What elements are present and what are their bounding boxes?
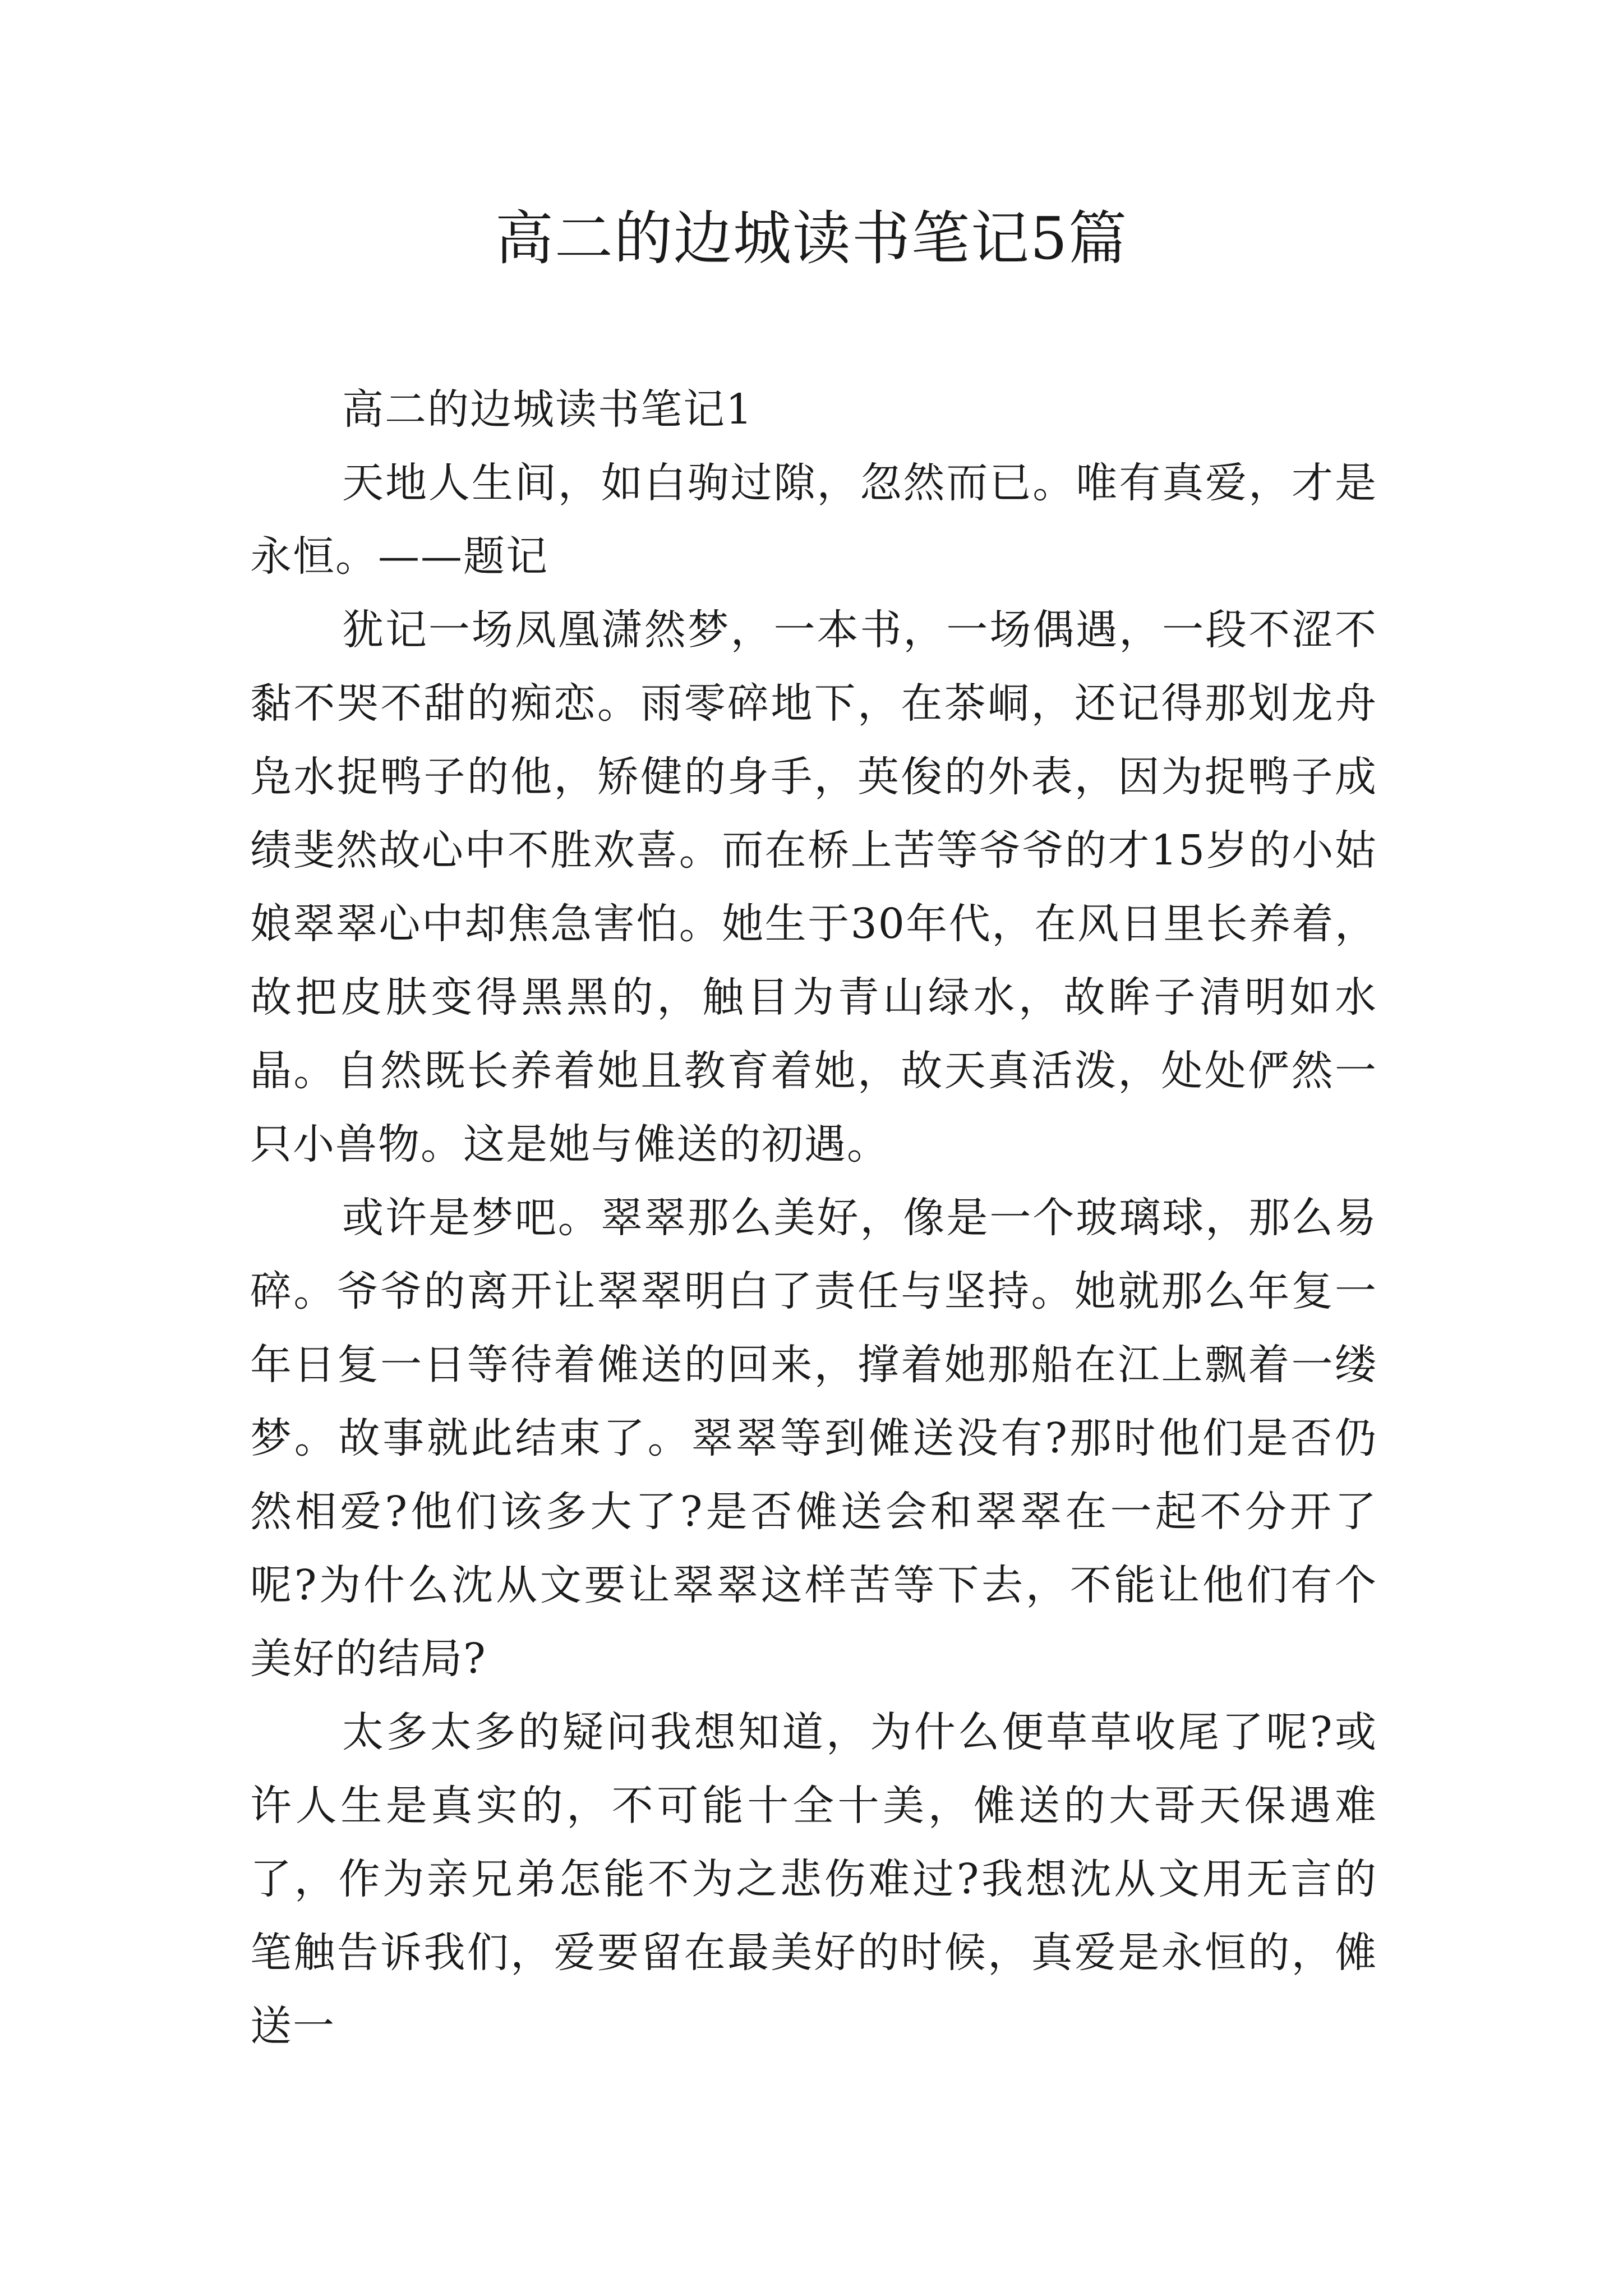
document-title: 高二的边城读书笔记5篇 <box>495 204 1128 273</box>
body-paragraph: 犹记一场凤凰潇然梦，一本书，一场偶遇，一段不涩不黏不哭不甜的痴恋。雨零碎地下，在茶峒，还记得那划龙舟凫水捉鸭子的他，矫健的身手，英俊的外表，因为捉鸭子成绩斐然故心中不胜欢喜。而在桥上苦等爷爷的才15岁的小姑娘翠翠心中却焦急害怕。她生于30年代，在风日里长养着，故把皮肤变得黑黑的，触目为青山绿水，故眸子清明如水晶。自然既长养着她且教育着她，故天真活泼，处处俨然一只小兽物。这是她与傩送的初遇。 <box>250 606 1377 1168</box>
section-heading: 高二的边城读书笔记1 <box>342 385 754 434</box>
body-paragraph: 太多太多的疑问我想知道，为什么便草草收尾了呢?或许人生是真实的，不可能十全十美，傩送的大哥天保遇难了，作为亲兄弟怎能不为之悲伤难过?我想沈从文用无言的笔触告诉我们，爱要留在最美好的时候，真爱是永恒的，傩送一 <box>250 1708 1377 2050</box>
document-body <box>250 373 1377 2063</box>
epigraph-paragraph: 天地人生间，如白驹过隙，忽然而已。唯有真爱，才是永恒。——题记 <box>250 459 1377 581</box>
body-paragraph: 或许是梦吧。翠翠那么美好，像是一个玻璃球，那么易碎。爷爷的离开让翠翠明白了责任与坚持。她就那么年复一年日复一日等待着傩送的回来，撑着她那船在江上飘着一缕梦。故事就此结束了。翠翠等到傩送没有?那时他们是否仍然相爱?他们该多大了?是否傩送会和翠翠在一起不分开了呢?为什么沈从文要让翠翠这样苦等下去，不能让他们有个美好的结局? <box>250 1194 1377 1683</box>
